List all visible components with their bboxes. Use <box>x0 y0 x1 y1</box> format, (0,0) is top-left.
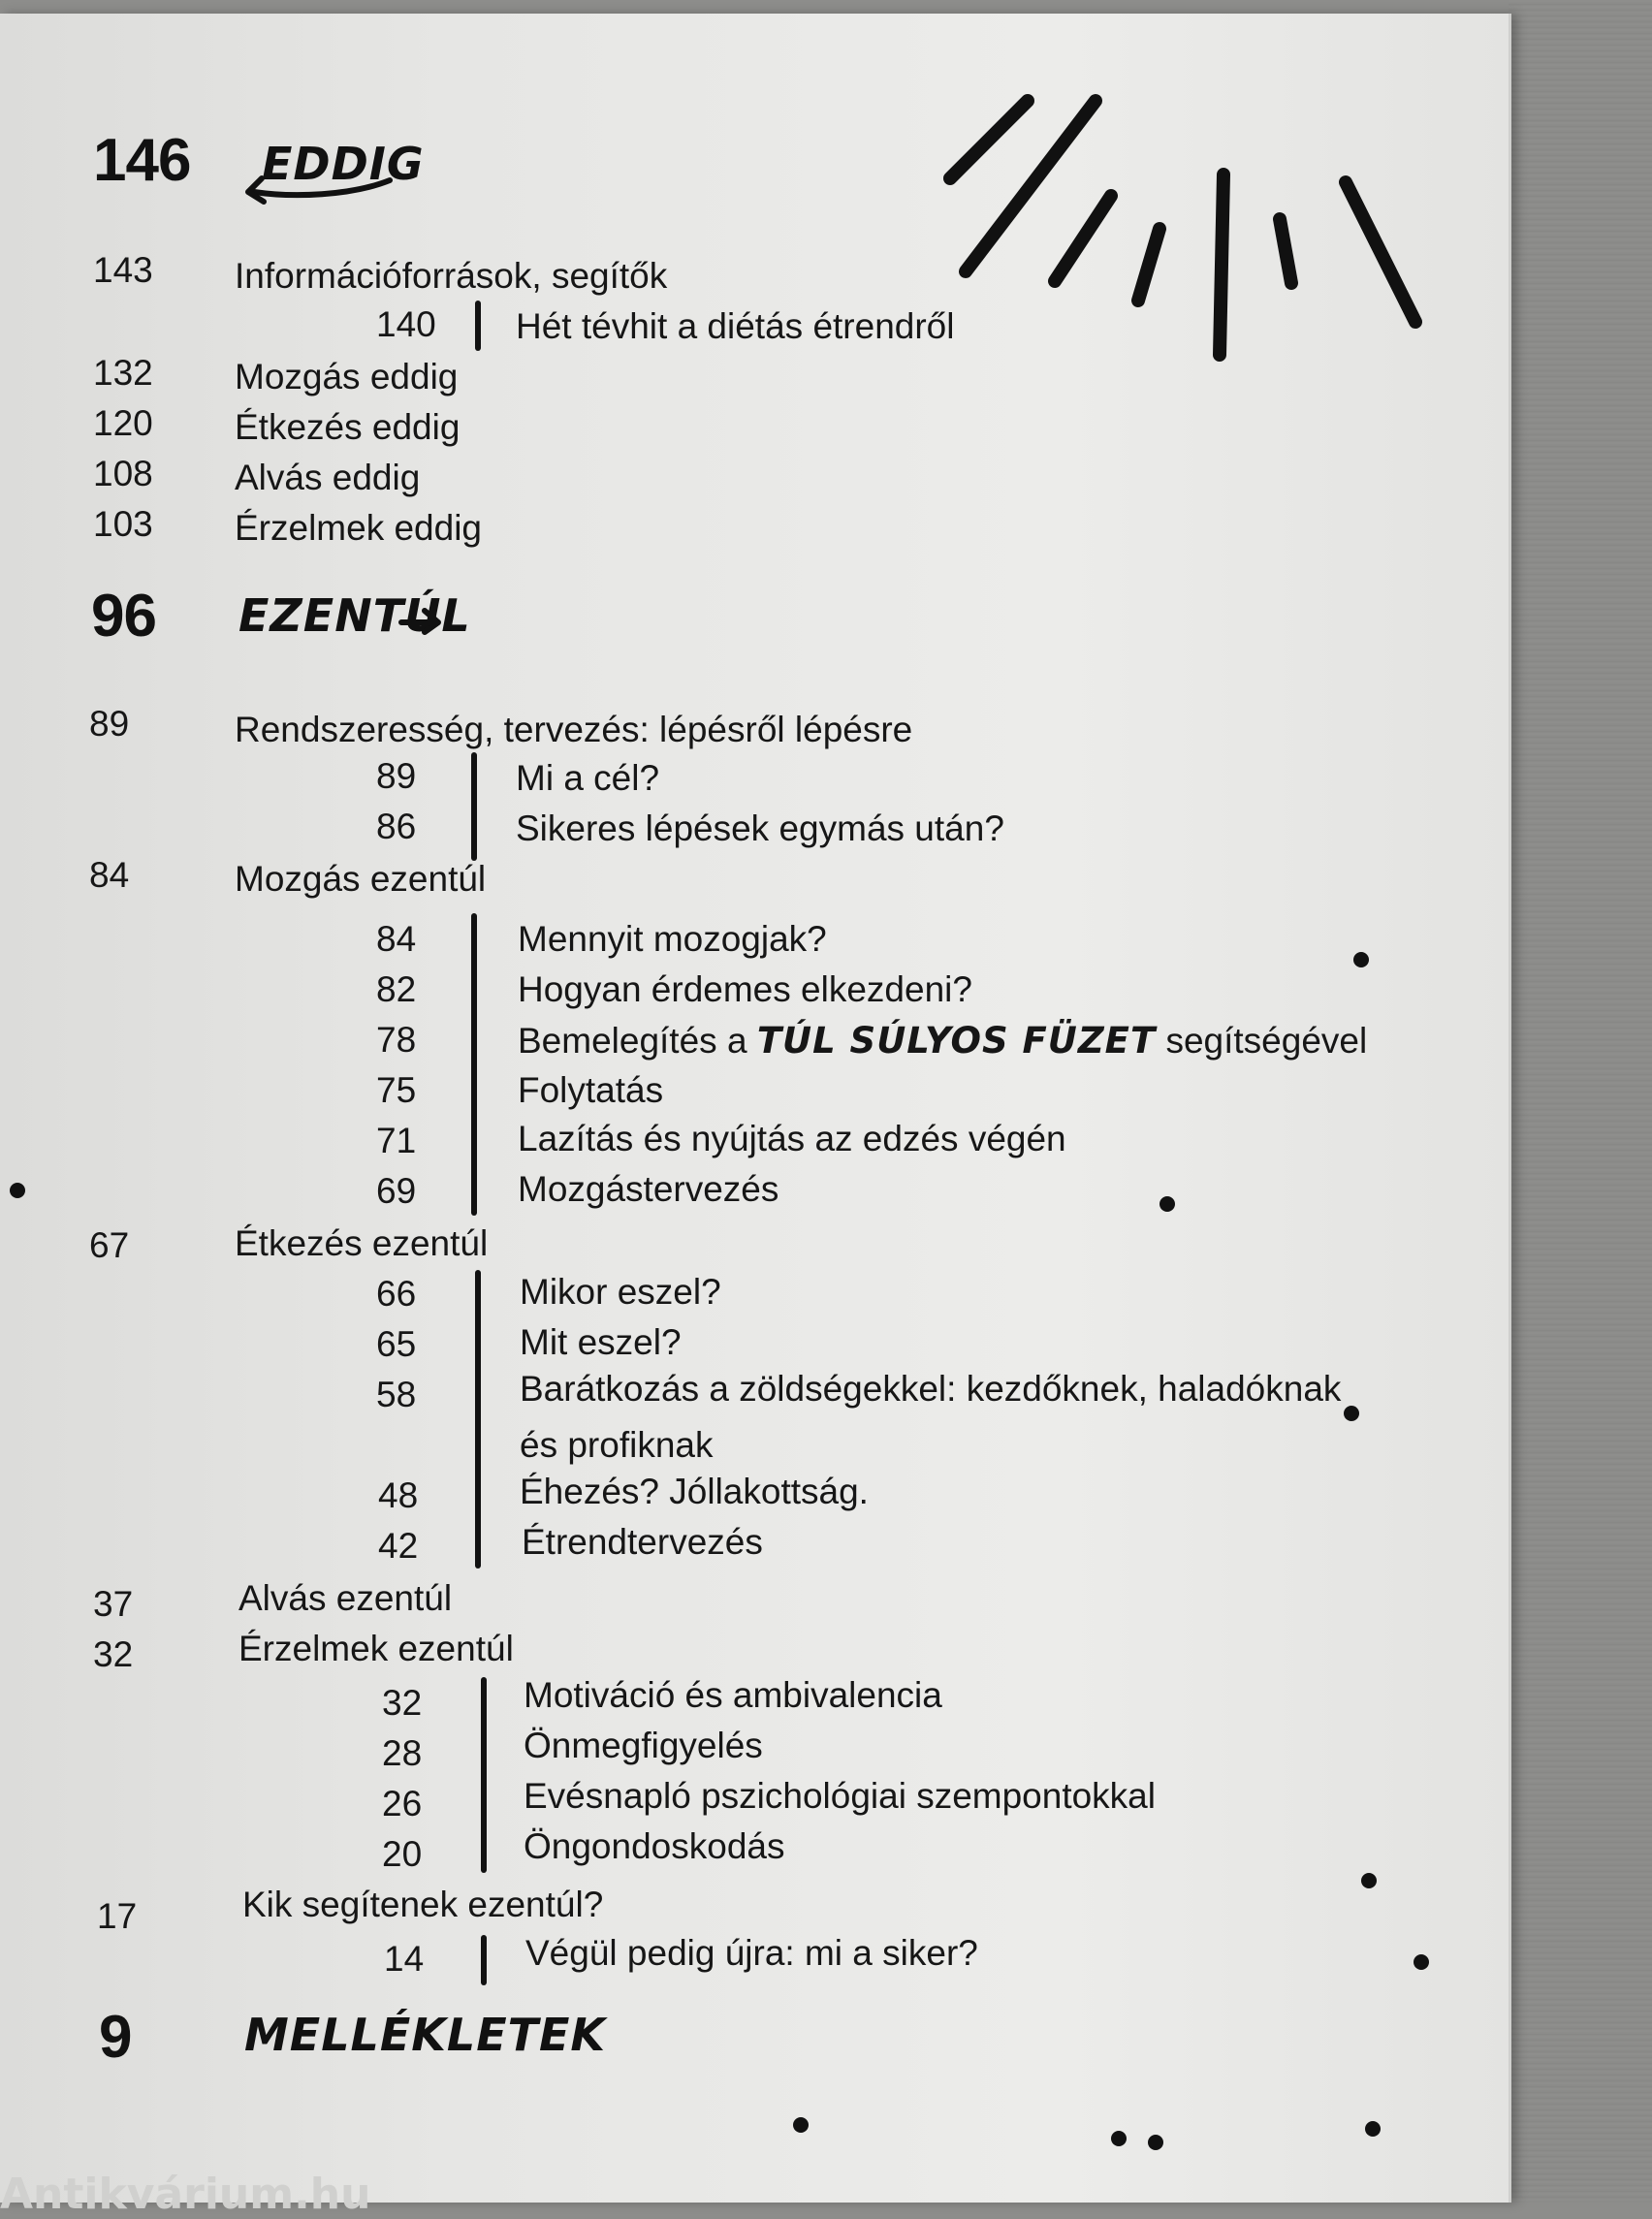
toc-subentry[interactable]: Sikeres lépések egymás után? <box>516 808 1004 848</box>
toc-subentry[interactable]: Folytatás <box>518 1070 664 1110</box>
toc-subentry[interactable] <box>518 1020 1367 1062</box>
divider-bar <box>471 913 477 1216</box>
entry-page-number: 108 <box>93 454 153 493</box>
toc-entry[interactable]: Étkezés ezentúl <box>235 1223 489 1263</box>
decorative-dot <box>1361 1873 1377 1888</box>
toc-subentry-text: Bemelegítés a <box>518 1021 757 1061</box>
entry-page-number: 89 <box>89 704 130 744</box>
entry-page-number: 20 <box>382 1834 423 1874</box>
book-title-emphasis: TÚL SÚLYOS FÜZET <box>756 1020 1157 1062</box>
entry-page-number: 48 <box>378 1475 419 1515</box>
entry-page-number: 71 <box>376 1121 417 1160</box>
entry-page-number: 32 <box>382 1683 423 1723</box>
entry-page-number: 66 <box>376 1274 417 1314</box>
entry-page-number: 132 <box>93 353 153 393</box>
section-page-number: 96 <box>91 583 156 650</box>
entry-page-number: 103 <box>93 504 153 544</box>
entry-page-number: 28 <box>382 1733 423 1773</box>
toc-subentry[interactable]: Mit eszel? <box>520 1322 682 1362</box>
decorative-dot <box>1414 1954 1429 1970</box>
entry-page-number: 78 <box>376 1020 417 1060</box>
entry-page-number: 58 <box>376 1375 417 1414</box>
section-title: EZENTÚL <box>238 589 471 642</box>
toc-subentry[interactable]: Öngondoskodás <box>524 1826 785 1866</box>
entry-page-number: 86 <box>376 807 417 846</box>
toc-entry[interactable]: Étkezés eddig <box>235 407 461 447</box>
toc-entry[interactable]: Rendszeresség, tervezés: lépésről lépésre <box>235 710 913 749</box>
divider-bar <box>481 1677 487 1873</box>
decorative-dot <box>1365 2121 1381 2137</box>
toc-entry[interactable]: Érzelmek eddig <box>235 508 483 548</box>
entry-page-number: 42 <box>378 1526 419 1566</box>
toc-subentry[interactable]: Mozgástervezés <box>518 1169 779 1209</box>
entry-page-number: 75 <box>376 1070 417 1110</box>
divider-bar <box>481 1935 487 1985</box>
toc-subentry[interactable]: Hét tévhit a diétás étrendről <box>516 306 955 346</box>
toc-subentry[interactable]: Barátkozás a zöldségekkel: kezdőknek, haladóknak <box>520 1369 1342 1409</box>
decorative-dot <box>1160 1196 1175 1212</box>
section-page-number: 9 <box>99 2004 132 2071</box>
divider-bar <box>475 301 481 351</box>
toc-subentry[interactable]: Étrendtervezés <box>522 1522 763 1562</box>
toc-entry[interactable]: Kik segítenek ezentúl? <box>242 1885 604 1924</box>
watermark: Antikvárium.hu <box>0 2170 371 2219</box>
toc-subentry[interactable]: Evésnapló pszichológiai szempontokkal <box>524 1776 1156 1816</box>
entry-page-number: 17 <box>97 1896 138 1936</box>
entry-page-number: 84 <box>89 855 130 895</box>
decorative-strokes-icon <box>931 72 1435 382</box>
toc-subentry-text: segítségével <box>1156 1021 1368 1061</box>
decorative-dot <box>1148 2135 1163 2150</box>
toc-entry[interactable]: Mozgás ezentúl <box>235 859 487 899</box>
decorative-dot <box>1111 2131 1127 2146</box>
section-title: MELLÉKLETEK <box>244 2009 607 2061</box>
entry-page-number: 37 <box>93 1584 134 1624</box>
entry-page-number: 32 <box>93 1634 134 1674</box>
section-title: EDDIG <box>262 138 425 190</box>
toc-subentry[interactable]: Végül pedig újra: mi a siker? <box>525 1933 978 1973</box>
background-surface <box>1509 0 1652 2203</box>
decorative-dot <box>793 2117 809 2133</box>
decorative-dot <box>1344 1406 1359 1421</box>
entry-page-number: 65 <box>376 1324 417 1364</box>
entry-page-number: 14 <box>384 1939 425 1979</box>
toc-subentry[interactable]: Önmegfigyelés <box>524 1726 763 1765</box>
toc-entry[interactable]: Mozgás eddig <box>235 357 459 396</box>
arrow-right-icon <box>397 599 446 638</box>
divider-bar <box>475 1270 481 1569</box>
toc-subentry[interactable]: Hogyan érdemes elkezdeni? <box>518 969 972 1009</box>
toc-subentry[interactable]: Lazítás és nyújtás az edzés végén <box>518 1119 1066 1158</box>
entry-page-number: 143 <box>93 250 153 290</box>
toc-entry[interactable]: Alvás eddig <box>235 458 421 497</box>
decorative-dot <box>1353 952 1369 967</box>
toc-subentry[interactable]: Éhezés? Jóllakottság. <box>520 1472 869 1511</box>
toc-subentry[interactable]: Motiváció és ambivalencia <box>524 1675 942 1715</box>
entry-page-number: 82 <box>376 969 417 1009</box>
entry-page-number: 67 <box>89 1225 130 1265</box>
divider-bar <box>471 752 477 861</box>
entry-page-number: 140 <box>376 304 436 344</box>
entry-page-number: 69 <box>376 1171 417 1211</box>
toc-subentry-continuation[interactable]: és profiknak <box>520 1425 714 1465</box>
toc-subentry[interactable]: Mennyit mozogjak? <box>518 919 827 959</box>
book-page <box>0 14 1511 2203</box>
decorative-dot <box>10 1183 25 1198</box>
entry-page-number: 120 <box>93 403 153 443</box>
toc-entry[interactable]: Információforrások, segítők <box>235 256 668 296</box>
entry-page-number: 84 <box>376 919 417 959</box>
entry-page-number: 89 <box>376 756 417 796</box>
section-page-number: 146 <box>93 127 191 194</box>
toc-subentry[interactable]: Mikor eszel? <box>520 1272 721 1312</box>
arrow-left-icon <box>235 159 399 207</box>
toc-subentry[interactable]: Mi a cél? <box>516 758 660 798</box>
toc-entry[interactable]: Alvás ezentúl <box>238 1578 453 1618</box>
toc-entry[interactable]: Érzelmek ezentúl <box>238 1629 514 1668</box>
entry-page-number: 26 <box>382 1784 423 1823</box>
